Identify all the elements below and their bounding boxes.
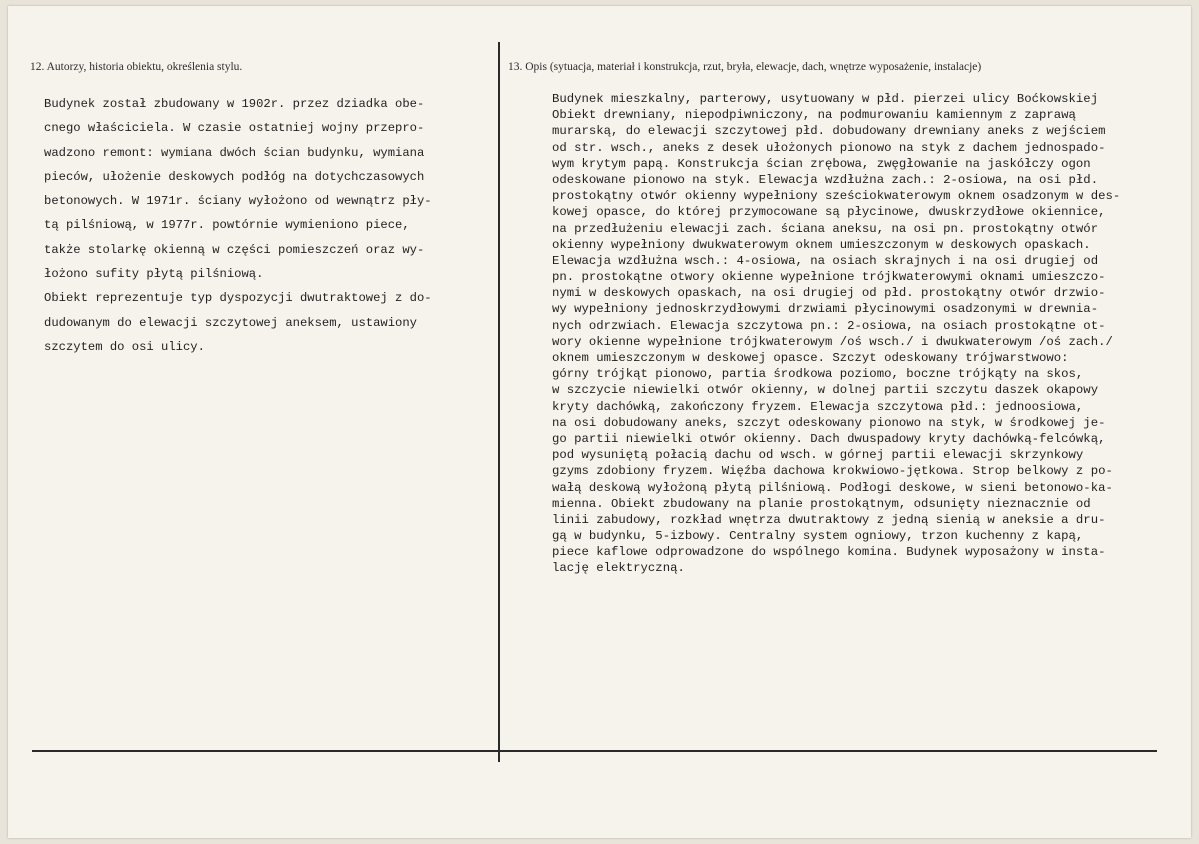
text-line: wory okienne wypełnione trójkwaterowym /oś wsch./ i dwukwaterowym /oś zach./ xyxy=(552,334,1113,349)
text-line: Budynek mieszkalny, parterowy, usytuowany w płd. pierzei ulicy Boćkowskiej xyxy=(552,92,1099,106)
section-12-heading: 12. Autorzy, historia obiektu, określenia stylu. xyxy=(30,61,243,73)
text-line: gą w budynku, 5-izbowy. Centralny system ogniowy, trzon kuchenny z kapą, xyxy=(552,529,1084,544)
section-12-text xyxy=(44,92,496,359)
text-line: okienny wypełniony dwukwaterowym oknem umieszczonym w deskowych opaskach. xyxy=(552,237,1091,252)
text-line: wym krytym papą. Konstrukcja ścian zrębowa, zwęgłowanie na jaskółczy ogon xyxy=(552,156,1091,171)
text-line: lację elektryczną. xyxy=(552,561,685,576)
text-line: tą pilśniową, w 1977r. powtórnie wymieniono piece, xyxy=(44,218,410,233)
text-line: wałą deskową wyłożoną płytą pilśniową. Podłogi deskowe, w sieni betonowo-ka- xyxy=(552,480,1113,495)
text-line: pieców, ułożenie deskowych podłóg na dotychczasowych xyxy=(44,169,425,184)
text-line: nych odrzwiach. Elewacja szczytowa pn.: 2-osiowa, na osiach prostokątne ot- xyxy=(552,318,1106,333)
text-line: w szczycie niewielki otwór okienny, w dolnej partii szczytu daszek okapowy xyxy=(552,383,1099,398)
text-line: także stolarkę okienną w części pomieszczeń oraz wy- xyxy=(44,242,425,257)
text-line: murarską, do elewacji szczytowej płd. dobudowany drewniany aneks z wejściem xyxy=(552,124,1106,139)
text-line: od str. wsch., aneks z desek ułożonych pionowo na styk z dachem jednospado- xyxy=(552,140,1106,155)
text-line: dudowanym do elewacji szczytowej aneksem, ustawiony xyxy=(44,315,417,330)
text-line: mienna. Obiekt zbudowany na planie prostokątnym, odsunięty nieznacznie od xyxy=(552,496,1091,511)
column-divider xyxy=(498,42,500,762)
text-line: wy wypełniony jednoskrzydłowymi drzwiami płycinowymi osadzonymi w drewnia- xyxy=(552,302,1099,317)
text-line: gzyms zdobiony fryzem. Więźba dachowa krokwiowo-jętkowa. Strop belkowy z po- xyxy=(552,464,1113,479)
text-line: pn. prostokątne otwory okienne wypełnione trójkwaterowymi oknami umieszczo- xyxy=(552,270,1106,285)
text-line: cnego właściciela. W czasie ostatniej wojny przepro- xyxy=(44,121,425,136)
section-13-text xyxy=(552,91,1167,577)
text-line: piece kaflowe odprowadzone do wspólnego komina. Budynek wyposażony w insta- xyxy=(552,545,1106,560)
bottom-rule xyxy=(32,750,1157,752)
text-line: wadzono remont: wymiana dwóch ścian budynku, wymiana xyxy=(44,145,425,160)
text-line: górny trójkąt pionowo, partia środkowa poziomo, boczne trójkąty na skos, xyxy=(552,367,1084,382)
text-line: prostokątny otwór okienny wypełniony sześciokwaterowym oknem osadzonym w des- xyxy=(552,189,1121,204)
text-line: szczytem do osi ulicy. xyxy=(44,339,205,354)
text-line: kowej opasce, do której przymocowane są płycinowe, dwuskrzydłowe okiennice, xyxy=(552,205,1106,220)
text-line: pod wysuniętą połacią dachu od wsch. w górnej partii elewacji skrzynkowy xyxy=(552,448,1084,463)
text-line: Obiekt drewniany, niepodpiwniczony, na podmurowaniu kamiennym z zaprawą xyxy=(552,108,1076,123)
text-line: go partii niewielki otwór okienny. Dach dwuspadowy kryty dachówką-felcówką, xyxy=(552,431,1106,446)
section-13-heading: 13. Opis (sytuacja, materiał i konstrukcja, rzut, bryła, elewacje, dach, wnętrze wyposażenie, instalacje) xyxy=(508,61,982,73)
text-line: łożono sufity płytą pilśniową. xyxy=(44,267,264,282)
text-line: linii zabudowy, rozkład wnętrza dwutraktowy z jedną sienią w aneksie a dru- xyxy=(552,512,1106,527)
text-line: na przedłużeniu elewacji zach. ściana aneksu, na osi pn. prostokątny otwór xyxy=(552,221,1099,236)
text-line: kryty dachówką, zakończony fryzem. Elewacja szczytowa płd.: jednoosiowa, xyxy=(552,399,1084,414)
text-line: oknem umieszczonym w deskowej opasce. Szczyt odeskowany trójwarstwowo: xyxy=(552,351,1069,365)
text-line: betonowych. W 1971r. ściany wyłożono od wewnątrz pły- xyxy=(44,194,432,209)
text-line: nymi w deskowych opaskach, na osi drugiej od płd. prostokątny otwór drzwio- xyxy=(552,286,1106,301)
text-line: Budynek został zbudowany w 1902r. przez dziadka obe- xyxy=(44,97,425,111)
text-line: odeskowane pionowo na styk. Elewacja wzdłużna zach.: 2-osiowa, na osi płd. xyxy=(552,172,1099,187)
text-line: Obiekt reprezentuje typ dyspozycji dwutraktowej z do- xyxy=(44,291,432,306)
text-line: na osi dobudowany aneks, szczyt odeskowany pionowo na styk, w środkowej je- xyxy=(552,415,1106,430)
text-line: Elewacja wzdłużna wsch.: 4-osiowa, na osiach skrajnych i na osi drugiej od xyxy=(552,253,1099,268)
